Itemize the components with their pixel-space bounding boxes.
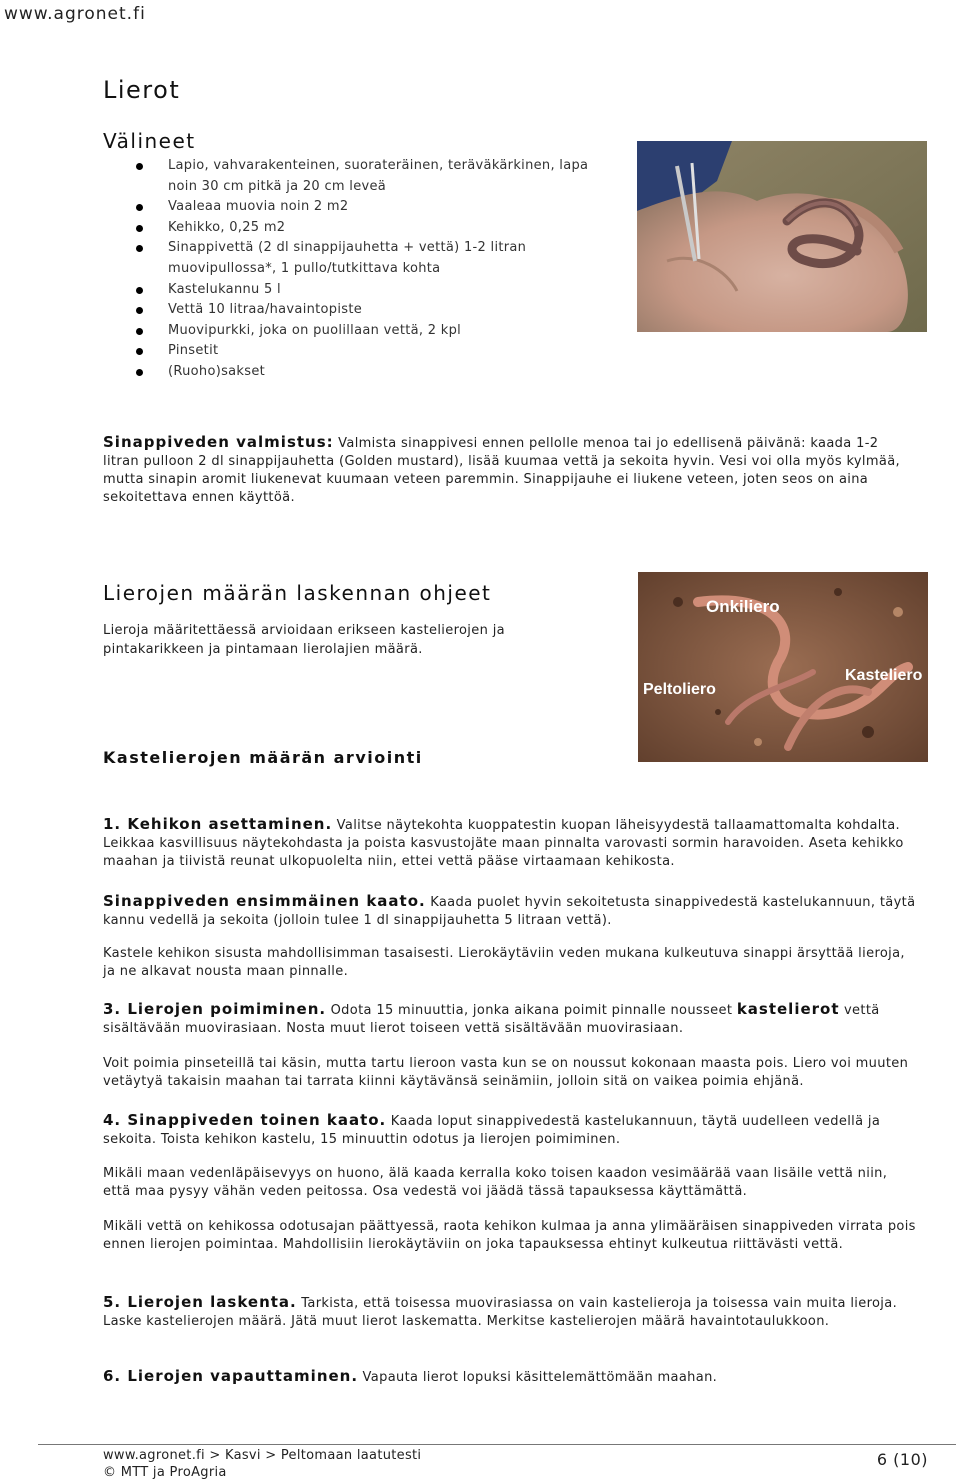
step4-paragraph: 4. Sinappiveden toinen kaato. Kaada loput sinappivedestä kastelukannuun, täytä uudelleen vedellä ja sekoita. Toista kehikon kastelu, 15 minuuttin odotus ja lierojen poimiminen. [103,1111,881,1147]
laskenta-paragraph: Lieroja määritettäessä arvioidaan erikseen kastelierojen ja pintakarikkeen ja pintamaan lierolajien määrä. [103,623,505,657]
step4-paragraph-2: Mikäli maan vedenläpäisevyys on huono, älä kaada kerralla koko toisen kaadon vesimäärää vaan lisäile vettä niin, että maa pysyy vähän veden peitossa. Osa vedestä voi jäädä tässä tapauksessa käyttämättä. [103,1166,888,1199]
list-item: (Ruoho)sakset [103,362,603,383]
bullet-icon [136,328,143,335]
section-heading-arviointi: Kastelierojen määrän arviointi [103,748,423,767]
sinappivesi-lead: Sinappiveden valmistus: [103,433,334,451]
page-number: 6 (10) [876,1450,928,1469]
list-item: Vettä 10 litraa/havaintopiste [103,300,603,321]
list-item: Kehikko, 0,25 m2 [103,218,603,239]
step2-paragraph-2: Kastele kehikon sisusta mahdollisimman tasaisesti. Lierokäytäviin veden mukana kulkeutuva sinappi ärsyttää lieroja, ja ne alkavat nousta maan pinnalle. [103,946,905,979]
step5-paragraph: 5. Lierojen laskenta. Tarkista, että toisessa muovirasiassa on vain kastelieroja ja toisessa vain muita lieroja. Laske kastelierojen määrä. Jätä muut lierot laskematta. Merkitse kastelierojen määrä havaintotaulukkoon. [103,1293,898,1329]
step4-paragraph-3: Mikäli vettä on kehikossa odotusajan päättyessä, raota kehikon kulmaa ja anna ylimääräisen sinappiveden virrata pois ennen lierojen poimintaa. Mahdollisiin lierokäytäviin on joka tapauksessa ehtinyt kulkeutua riittävästi vettä. [103,1219,916,1252]
bullet-icon [136,307,143,314]
list-item: Lapio, vahvarakenteinen, suorateräinen, teräväkärkinen, lapa noin 30 cm pitkä ja 20 cm leveä [103,156,603,197]
bullet-icon [136,163,143,170]
step3-paragraph: 3. Lierojen poimiminen. Odota 15 minuuttia, jonka aikana poimit pinnalle nousseet kastelierot vettä sisältävään muovirasiaan. Nosta muut lierot toiseen vettä sisältävään muovirasiaan. [103,1000,880,1036]
bullet-icon [136,348,143,355]
step3-paragraph-2: Voit poimia pinseteillä tai käsin, mutta tartu lieroon vasta kun se on noussut kokonaan maasta pois. Liero voi muuten vetäytyä takaisin maahan tai tarrata kiinni käytävänsä seinämiin, jolloin sitä on vaikea poimia ehjänä. [103,1056,909,1089]
step2-paragraph: Sinappiveden ensimmäinen kaato. Kaada puolet hyvin sekoitetusta sinappivedestä kastelukannuun, täytä kannu vedellä ja sekoita (jolloin tulee 1 dl sinappijauhetta 5 litraan vettä). [103,892,916,928]
bullet-icon [136,225,143,232]
worm-species-photo [638,572,928,762]
footer-breadcrumb: www.agronet.fi > Kasvi > Peltomaan laatutesti [103,1448,422,1463]
list-item: Muovipurkki, joka on puolillaan vettä, 2 kpl [103,321,603,342]
section-heading-valineet: Välineet [103,129,196,153]
footer-divider [38,1444,956,1445]
bullet-icon [136,287,143,294]
bullet-icon [136,369,143,376]
tools-list [103,156,603,383]
label-kasteliero: Kasteliero [845,667,923,684]
page-title: Lierot [103,76,181,104]
site-url: www.agronet.fi [4,4,146,24]
bullet-icon [136,204,143,211]
footer-copyright: © MTT ja ProAgria [103,1465,227,1480]
list-item: Kastelukannu 5 l [103,280,603,301]
list-item: Vaaleaa muovia noin 2 m2 [103,197,603,218]
list-item: Pinsetit [103,341,603,362]
bullet-icon [136,245,143,252]
step1-paragraph: 1. Kehikon asettaminen. Valitse näytekohta kuoppatestin kuopan läheisyydestä tallaamattomalta kohdalta. Leikkaa kasvillisuus näytekohdasta ja poista kasvustojäte maan pinnalta varovasti sormin haravoiden. Aseta kehikko maahan ja tiivistä reunat ulkopuolelta niin, ettei vettä pääse virtaamaan kehikosta. [103,815,904,869]
sinappivesi-paragraph: Sinappiveden valmistus: Valmista sinappivesi ennen pellolle menoa tai jo edellisenä päivänä: kaada 1-2 litran pulloon 2 dl sinappijauhetta (Golden mustard), lisää kuumaa vettä ja sekoita hyvin. Vesi voi olla myös kylmää, mutta sinapin aromit liukenevat kuumaan veteen paremmin. Sinappijauhe ei liukene veteen, joten seos on aina sekoitettava ennen käyttöä. [103,433,900,505]
label-onkiliero: Onkiliero [706,597,780,616]
step6-paragraph: 6. Lierojen vapauttaminen. Vapauta lierot lopuksi käsittelemättömään maahan. [103,1367,718,1385]
section-heading-laskenta: Lierojen määrän laskennan ohjeet [103,581,492,605]
label-peltoliero: Peltoliero [643,681,716,698]
list-item: Sinappivettä (2 dl sinappijauhetta + vettä) 1-2 litran muovipullossa*, 1 pullo/tutkittava kohta [103,238,603,279]
worm-in-hand-photo [637,141,927,332]
